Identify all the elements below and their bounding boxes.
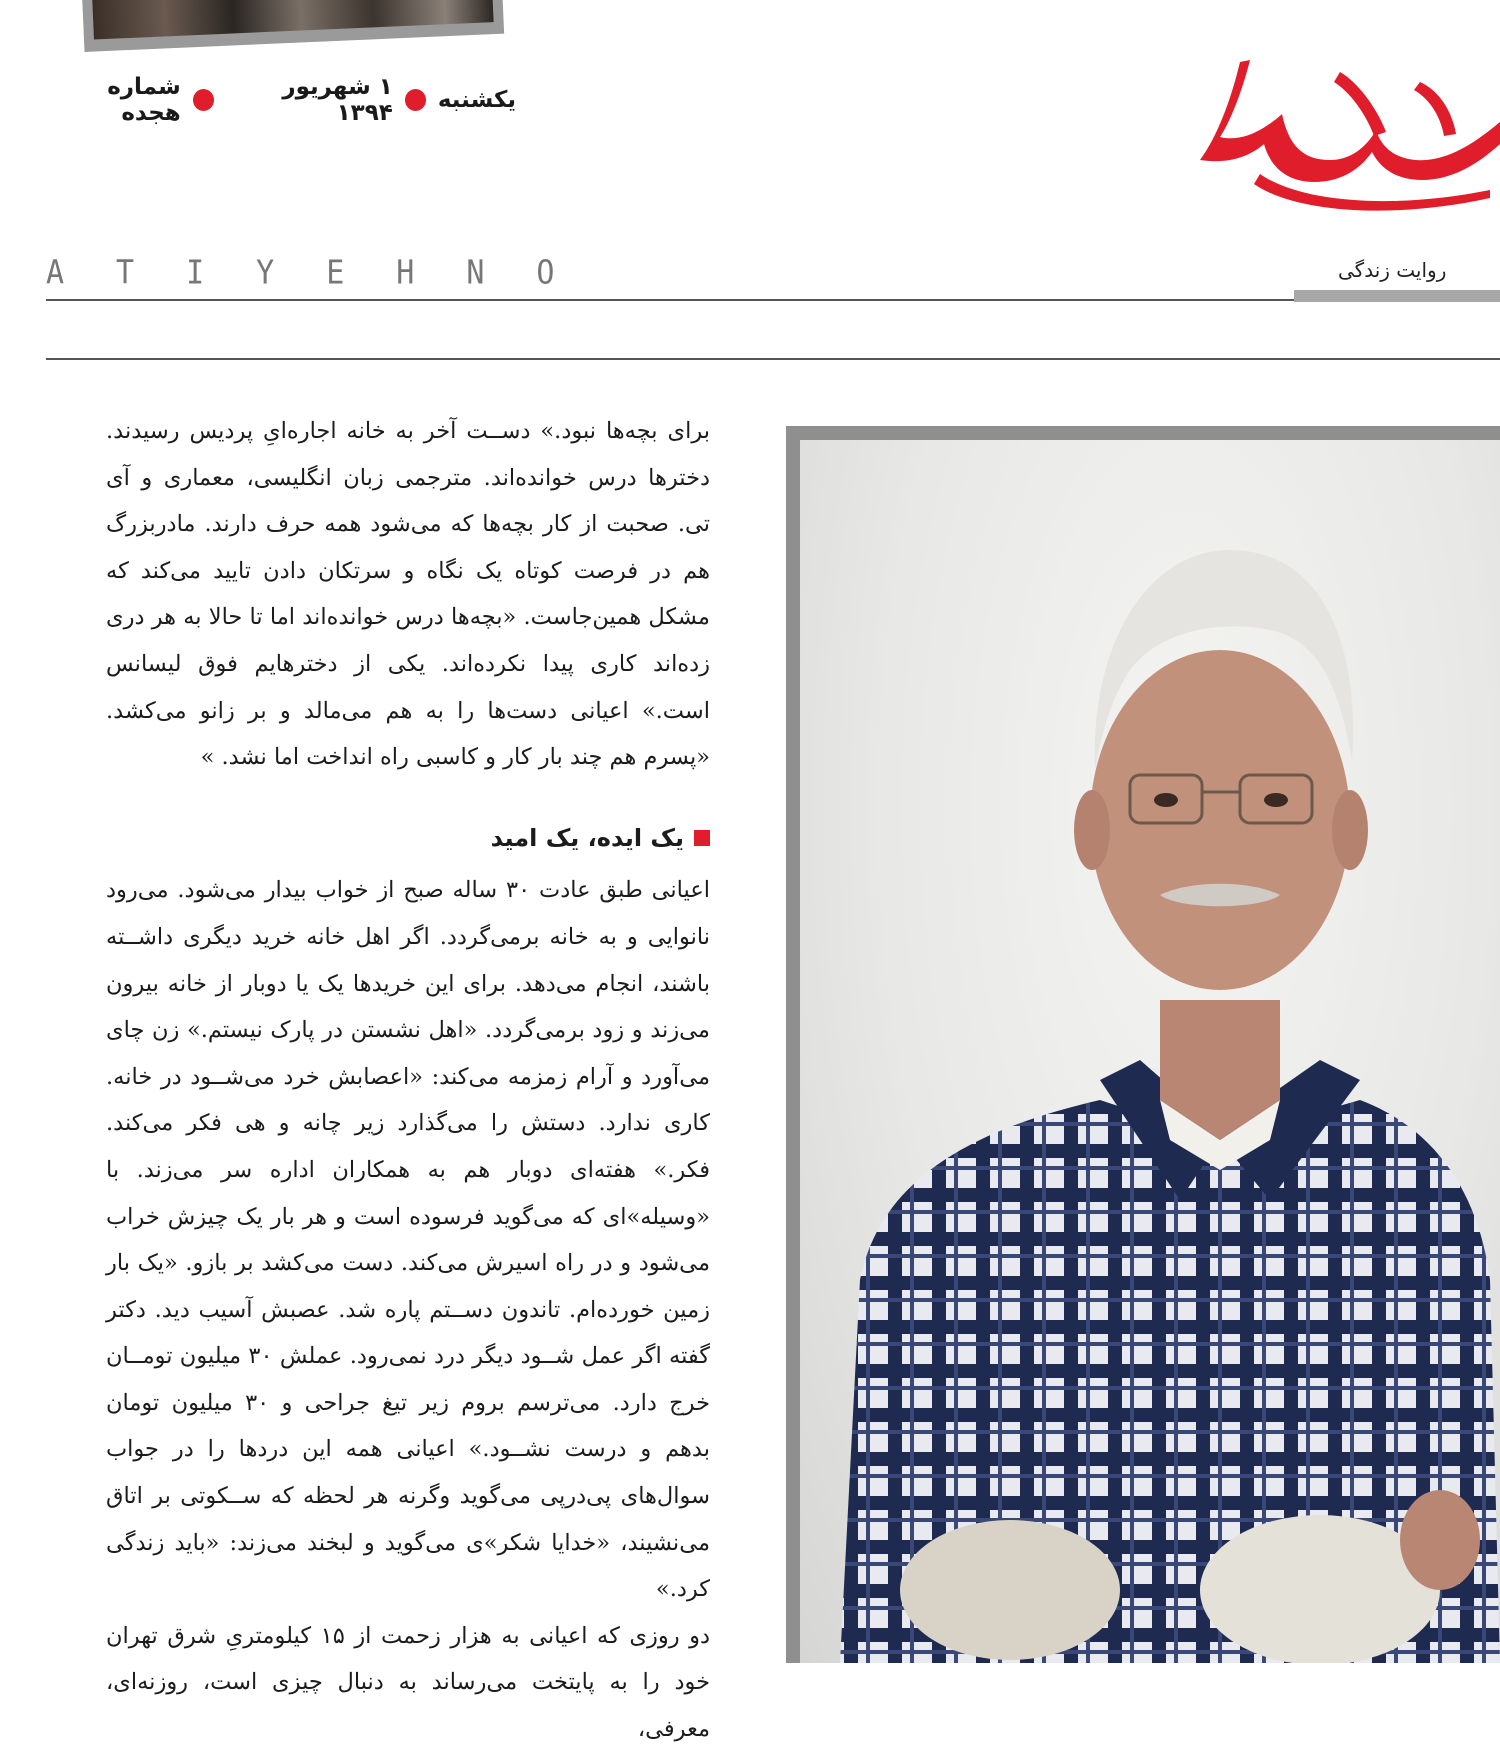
content-rule <box>46 358 1500 360</box>
subhead-text: یک ایده، یک امید <box>490 823 684 852</box>
red-dot-icon <box>193 89 214 111</box>
article-subhead <box>106 815 710 862</box>
portrait-photo-frame <box>786 426 1500 1663</box>
dateline-issue: شماره هجده <box>107 74 181 126</box>
red-dot-icon <box>405 89 426 111</box>
article-column <box>106 408 710 1753</box>
article-paragraph: اعیانی طبق عادت ۳۰ ساله صبح از خواب بیدار می‌شود. می‌رود نانوایی و به خانه برمی‌گردد. اگر اهل خانه خرید دیگری داشــته باشند، انجام می‌دهد. برای این خریدها یک یا دوبار از خانه بیرون می‌زند و زود برمی‌گردد. «اهل نشستن در پارک نیستم.» زن چای می‌آورد و آرام زمزمه می‌کند: «اعصابش خرد می‌شــود در خانه. کاری ندارد. دستش را می‌گذارد زیر چانه و هی فکر می‌کند. فکر.» هفته‌ای دوبار هم به همکاران اداره سر می‌زند. با «وسیله»ای که می‌گوید فرسوده است و هر بار یک چیزش خراب می‌شود و در راه اسیرش می‌کند. دست می‌کشد بر بازو. «یک بار زمین خورده‌ام. تاندون دســتم پاره شد. عصبش آسیب دید. دکتر گفته اگر عمل شــود دیگر درد نمی‌رود. عملش ۳۰ میلیون تومــان خرج دارد. می‌ترسم بروم زیر تیغ جراحی و ۳۰ میلیون تومان بدهم و درست نشــود.» اعیانی همه این دردها را در جواب سوال‌های پی‌درپی می‌گوید وگرنه هر لحظه که ســکوتی بر اتاق می‌نشیند، «خدایا شکر»ی می‌گوید و لبخند می‌زند: «باید زندگی کرد.» <box>106 877 711 1603</box>
top-photo <box>92 0 494 40</box>
red-square-icon <box>694 830 710 846</box>
dateline <box>46 74 516 126</box>
article-paragraph: دو روزی که اعیانی به هزار زحمت از ۱۵ کیلومتریِ شرق تهران خود را به پایتخت می‌رساند به دنبال چیزی است، روزنه‌ای، معرفی، <box>106 1622 710 1743</box>
dateline-date: ۱ شهریور ۱۳۹۴ <box>282 74 393 126</box>
newspaper-logo <box>1190 52 1500 212</box>
portrait-illustration <box>800 440 1500 1663</box>
top-photo-frame <box>82 0 504 52</box>
portrait-photo <box>800 440 1500 1663</box>
article-paragraph: برای بچه‌ها نبود.» دســت آخر به خانه اجاره‌ایِ پردیس رسیدند. دخترها درس خوانده‌اند. مترجمی زبان انگلیسی، معماری و آی تی. صحبت از کار بچه‌ها که می‌شود همه حرف دارند. مادربزرگ هم در فرصت کوتاه یک نگاه و سرتکان دادن تایید می‌کند که مشکل همین‌جاست. «بچه‌ها درس خوانده‌اند اما تا حالا به هر دری زده‌اند کاری پیدا نکرده‌اند. یکی از دخترهایم فوق لیسانس است.» اعیانی دست‌ها را به هم می‌مالد و بر زانو می‌کشد. «پسرم هم چند بار کار و کاسبی راه انداخت اما نشد. » <box>106 418 710 771</box>
masthead-gray-band <box>1294 290 1500 302</box>
dateline-day: یکشنبه <box>437 87 516 113</box>
header-rule <box>46 299 1294 301</box>
logo-tagline: روایت زندگی <box>1338 258 1447 282</box>
section-letters: ATIYEHNO <box>46 254 607 293</box>
